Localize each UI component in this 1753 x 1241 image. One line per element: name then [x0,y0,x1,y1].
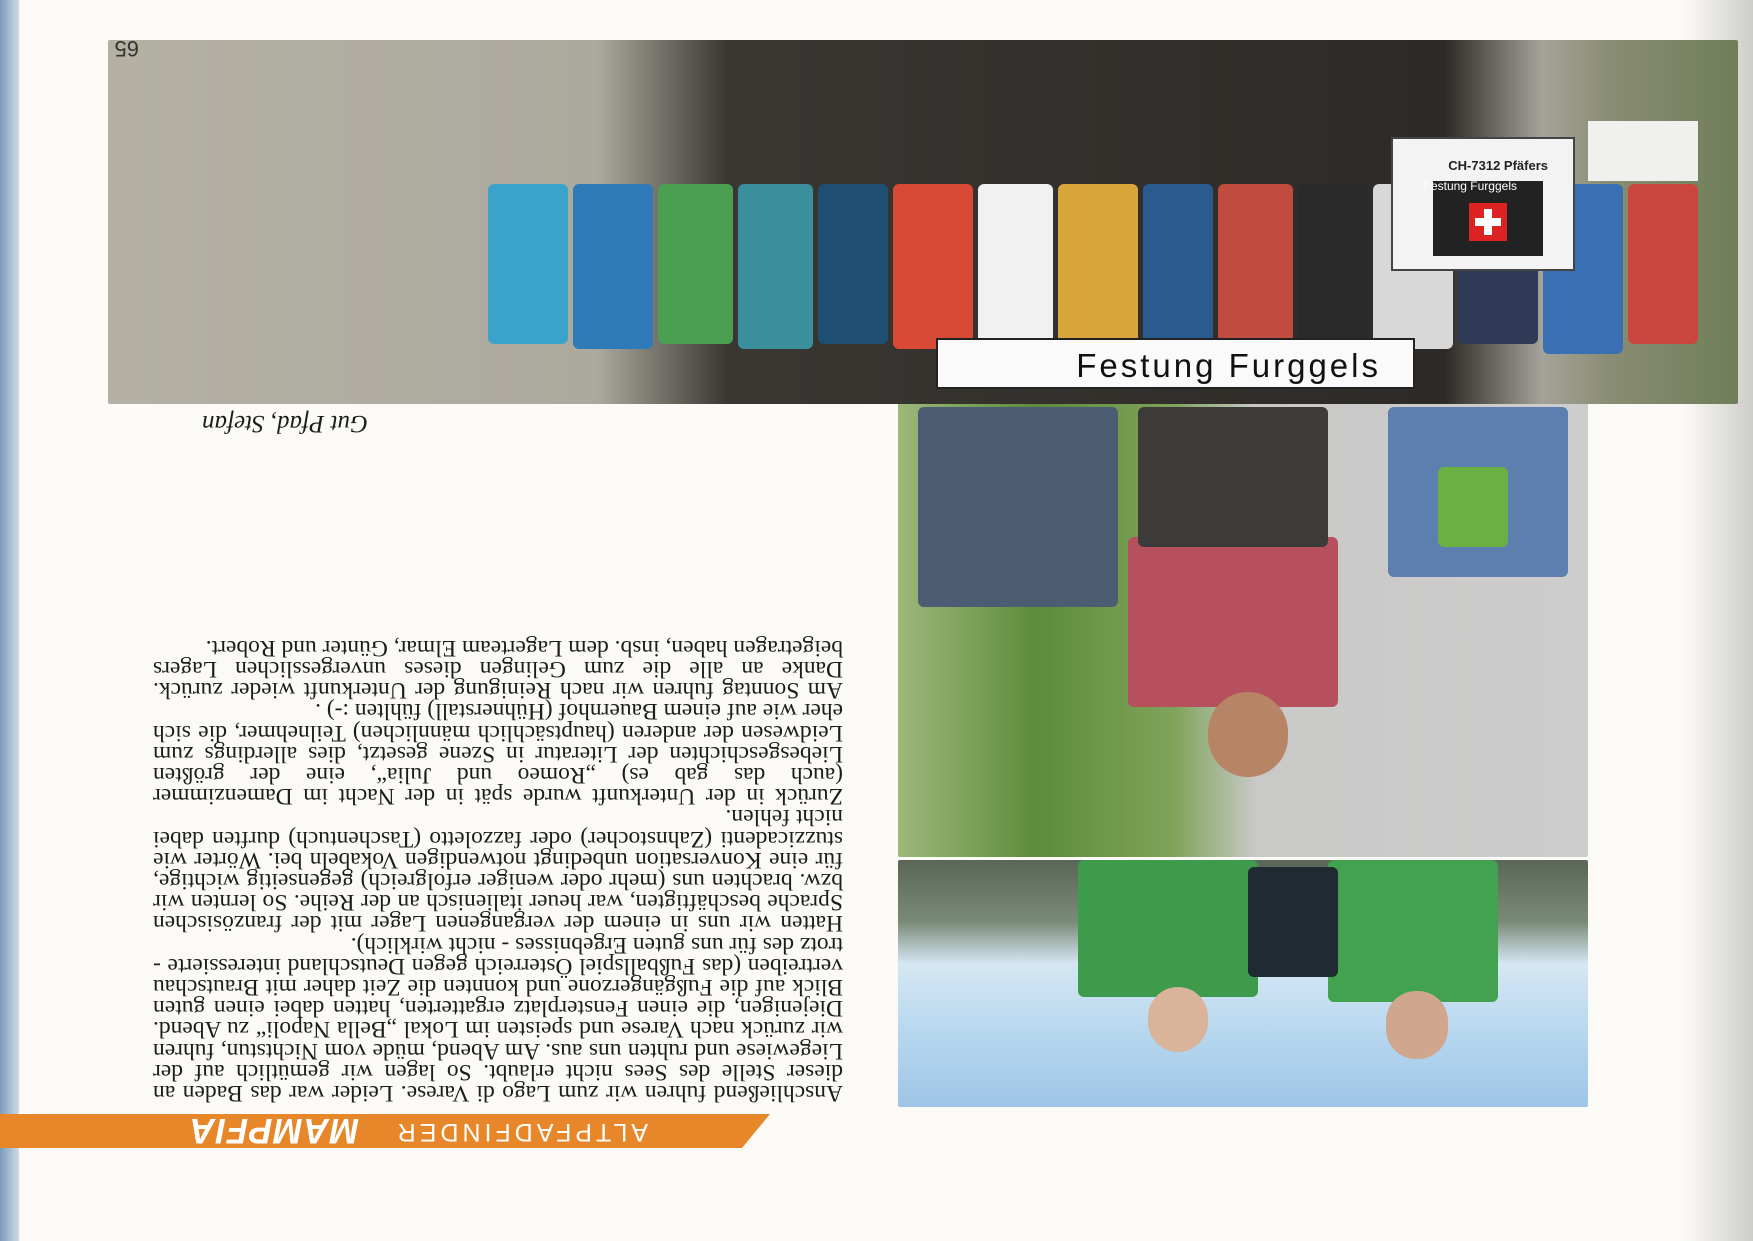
group-person [1058,184,1138,349]
group-person [818,184,888,344]
scout-right [1328,860,1498,1002]
page-edge [0,0,19,1241]
scout-left-face [1148,987,1208,1052]
scout-jacket [1248,867,1338,977]
festung-sign-text: Festung Furggels [1076,347,1381,384]
article-paragraph: Am Sonntag fuhren wir nach Reinigung der Unterkunft wieder zurück. Danke an alle die zum Gelingen dieses unvergesslichen Lagers beigetragen haben, insb. dem Lagerteam Elmar, Günter und Robert. [153,634,843,704]
section-title: ALTPFADFINDER [393,1118,648,1146]
group-person [1298,184,1368,344]
article-body [153,634,843,1106]
group-person [738,184,813,349]
group-person [978,184,1053,344]
leader-shorts [1138,407,1328,547]
mampfia-logo: MAMPFIA [188,1111,359,1150]
section-header-bar [0,1114,770,1148]
article-paragraph: Zurück in der Unterkunft wurde spät in der Nacht im Damenzimmer (auch das gab es) „Romeo und Julia“, eine der größten Liebesgeschichten der Literatur in Szene gesetzt, dies allerdings zum Leidwesen der anderen (hauptsächlich männlichen) Teilnehmer, die sich eher wie auf einem Bauernhof (Hühnerstall) fühlten :-) . [153,698,843,810]
group-person [658,184,733,344]
group-person [893,184,973,349]
green-backpack [1438,467,1508,547]
article-signature: Gut Pfad, Stefan [202,410,368,437]
two-scouts-photo [898,860,1588,1107]
leader-shirt [1128,537,1338,707]
leader-face [1208,692,1288,777]
page-number: 65 [114,36,139,61]
scout-leader-photo [898,384,1588,857]
scout-left [1078,860,1258,997]
section-header-notch [742,1114,770,1148]
backpack-pile-2 [918,407,1118,607]
group-person [573,184,653,349]
festung-plate-address: CH-7312 Pfäfers [1448,158,1548,173]
article-paragraph: Hatten wir uns in einem der vergangenen Lager mit der französischen Sprache beschäftigten, war heuer italienisch an der Reihe. So lernten wir bzw. brachten uns (mehr oder weniger erfolgreich) gegenseitig wichtige, für eine Konversation unbedingt notwendigen Vokabeln bei. Wörter wie stuzzicadenti (Zahnstocher) oder fazzoletto (Taschentuch) durften dabei nicht fehlen. [153,804,843,937]
group-person [1628,184,1698,344]
info-sign [1588,121,1698,181]
group-person [488,184,568,344]
swiss-cross-icon [1469,203,1507,241]
article-paragraph: Anschließend fuhren wir zum Lago di Varese. Leider war das Baden an dieser Stelle des Sees nicht erlaubt. So lagen wir gemütlich auf der Liegewiese und ruhten uns aus. Am Abend, müde vom Nichtstun, fuhren wir zurück nach Varese und speisten im Lokal „Bella Napoli“ zu Abend. Diejenigen, die einen Fensterplatz ergatterten, hatten dabei einen guten Blick auf die Fußgängerzone und konnten die Zeit daher mit Brautschau vertreiben (das Fußballspiel Österreich gegen Deutschland interessierte - trotz des für uns guten Ergebnisses - nicht wirklich). [153,931,843,1106]
scout-right-face [1386,991,1448,1059]
group-person [1218,184,1293,349]
festung-plate-title: Festung Furggels [1423,179,1517,193]
group-person [1143,184,1213,344]
